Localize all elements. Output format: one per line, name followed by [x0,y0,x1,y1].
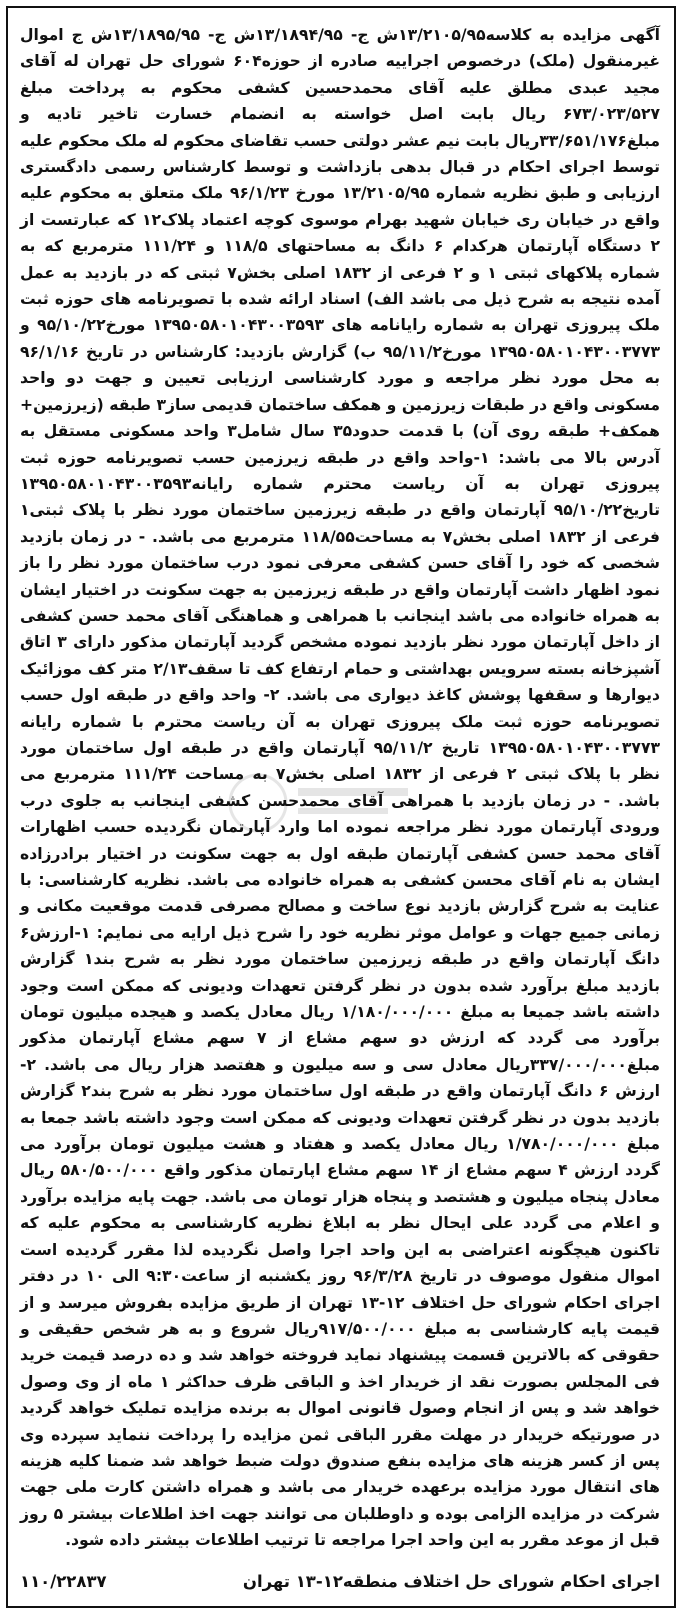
notice-line: نتیجه به شرح ذیل می باشد الف) اسناد ارائه شده با تصویرنامه های حوزه ثبت ملک [20,290,661,335]
notice-footer [20,1568,660,1594]
notice-line: پیروزی تهران به شماره رایانامه های ۱۳۹۵۰۵۸۰۱۰۴۳۰۰۳۵۹۳ مورخ۹۵/۱۰/۲۲ و [20,316,621,335]
notice-line: روز قبل از موعد مقرر به این واحد اجرا مراجعه تا ترتیب اطلاعات بیشتر داده شود. [20,1504,660,1550]
notice-line: سهم مشاع آپارتمان مذکور مبلغ۳۳۷/۰۰۰/۰۰۰ریال معادل سی و سه میلیون و [20,1029,660,1074]
notice-line: ۹۵/۱۱/۲ آپارتمان واقع در طبقه اول ساختمان مورد نظر با پلاک ثبتی ۲ فرعی از [20,738,660,784]
notice-line: به آن ریاست محترم شماره رایانه۱۳۹۵۰۵۸۰۱۰۴۳۰۰۳۵۹۳ تاریخ۹۵/۱۰/۲۲ [20,474,660,520]
notice-line: بازدید نموده مشخص گردید آپارتمان مذکور دارای ۳ اتاق آشپزخانه بسته سرویس [20,633,661,678]
notice-line: پرداخت مبلغ ۶۷۳/۰۲۳/۵۲۷ ریال بابت اصل خواسته به انضمام خسارت تاخیر تادیه [20,78,660,124]
notice-line: و مبلغ۳۳/۶۵۱/۱۷۶ریال بابت نیم عشر دولتی حسب تقاضای محکوم له ملک محکوم [20,105,660,150]
notice-line: واقع در طبقه زیرزمین به جهت سکونت در اختیار ایشان به همراه خانواده می باشد [20,580,660,625]
notice-line: کارشناسی به محکوم علیه که تاکنون هیچگونه اعتراضی به این واحد اجرا واصل [20,1214,661,1259]
notice-line: آپارتمان واقع در طبقه زیرزمین ساختمان مورد نظر با پلاک ثبتی۱ فرعی از ۱۸۳۲ اصلی [20,501,661,546]
notice-line: همراهی آقای محمدحسن کشفی اینجانب به جلوی درب ورودی آپارتمان مورد نظر مراجعه [20,791,660,837]
notice-code: ۱۱۰/۲۲۸۳۷ [20,1571,107,1591]
notice-body [20,22,660,1554]
notice-line: هفتصد هزار ریال می باشد. ۲-ارزش ۶ دانگ آپارتمان واقع در طبقه اول ساختمان [20,1055,661,1101]
notice-line: شرح ذیل ارایه می نمایم: ۱-ارزش۶ دانگ آپارتمان واقع در طبقه زیرزمین ساختمان [20,923,661,969]
notice-line: آقای حسن کشفی معرفی نمود درب ساختمان مورد نظر را باز نمود اظهار داشت آپارتمان [20,554,660,599]
notice-line: ۱۸۳۲ اصلی بخش۷ به مساحت ۱۱۱/۲۴ مترمربع می باشد. - در زمان بازدید با [20,765,660,810]
notice-line: مورد نظر به شرح بند۱ گزارش بازدید مبلغ برآورد شده بدون در نظر گرفتن تعهدات [20,950,660,995]
notice-signature: اجرای احکام شورای حل اختلاف منطقه۱۲-۱۳ تهران [242,1571,660,1591]
notice-line: معادل یکصد و هیجده میلیون تومان برآورد می گردد که ارزش دو سهم مشاع از ۷ [20,1003,660,1048]
notice-line: واقع در خیابان ری خیابان شهید بهرام موسوی کوچه اعتماد پلاک۱۲ که عبارتست از ۲ [20,210,660,256]
notice-line: است وجود داشته باشد جمعا به مبلغ ۱/۷۸۰/۰۰۰/۰۰۰ ریال معادل یکصد و هفتاد [20,1108,660,1154]
notice-line: نموده اما وارد آپارتمان نگردیده حسب اظهارات آقای محمد حسن کشفی آپارتمان طبقه [20,818,660,863]
notice-line: بخش۷ به مساحت۱۱۸/۵۵ مترمربع می باشد. - در زمان بازدید شخصی که خود را [20,527,660,573]
notice-line: کاغذ دیواری می باشد. ۲- واحد واقع در طبقه اول حسب تصویرنامه حوزه ثبت ملک [20,686,660,731]
notice-line: از ساعت۹:۳۰ الی ۱۰ در دفتر اجرای احکام شورای حل اختلاف ۱۲-۱۳ تهران از طریق [20,1267,660,1312]
notice-line: دستگاه آپارتمان هرکدام ۶ دانگ به مساحتهای ۱۱۸/۵ و ۱۱۱/۲۴ مترمربع که به [20,237,642,256]
notice-line: اول به جهت سکونت در اختیار برادرزاده ایشان به نام آقای محسن کشفی به همراه [20,844,661,889]
notice-line: و به هر شخص حقیقی و حقوقی که بالاترین قسمت پیشنهاد نماید فروخته خواهد شد و [20,1319,661,1365]
notice-line: ۹۶/۱/۱۶ به محل مورد نظر مراجعه و مورد کارشناسی ارزیابی تعیین و جهت دو واحد [20,342,660,388]
notice-line: ۱۳/۱۸۹۵/۹۵ش ج اموال غیرمنقول (ملک) درخصوص اجراییه صادره از حوزه۶۰۴ [20,26,660,71]
notice-line: ماه از وی وصول خواهد شد و پس از انجام وصول قانونی اموال به برنده مزایده تملیک [20,1372,660,1418]
notice-line: ده درصد قیمت خرید فی المجلس بصورت نقد از خریدار اخذ و الباقی ظرف حداکثر ۱ [20,1346,660,1391]
notice-line: نگردیده لذا مقرر گردیده است اموال منقول موصوف در تاریخ ۹۶/۳/۲۸ روز یکشنبه [20,1240,660,1286]
notice-line: مورد نظر به شرح بند۲ گزارش بازدید بدون در نظر گرفتن تعهدات ودیونی که ممکن [20,1082,661,1127]
notice-line: آگهی مزایده به کلاسه۱۳/۲۱۰۵/۹۵ش ج- ۱۳/۱۸۹۴/۹۵ش ج- [208,26,660,44]
notice-line: پیروزی تهران به آن ریاست محترم با شماره رایانه ۱۳۹۵۰۵۸۰۱۰۴۳۰۰۳۷۷۳ تاریخ [20,712,660,757]
notice-line: بالا می باشد: ۱-واحد واقع در طبقه زیرزمین حسب تصویرنامه حوزه ثبت پیروزی تهران [20,448,661,493]
notice-line: می باشد. جهت پایه مزایده برآورد و اعلام می گردد علی ایحال نظر به ابلاغ نظریه [20,1187,661,1233]
notice-line: مذکور واقع ۵۸۰/۵۰۰/۰۰۰ ریال معادل پنجاه میلیون و هشتصد و پنجاه هزار تومان [20,1161,660,1206]
notice-line: ودیونی که ممکن است وجود داشته باشد جمیعا به مبلغ ۱/۱۸۰/۰۰۰/۰۰۰ ریال [20,976,660,1022]
notice-line: خانواده می باشد. نظریه کارشناسی: با عنایت به شرح گزارش بازدید نوع ساخت و [20,871,660,916]
notice-line: شورای حل تهران له آقای مجید عبدی مطلق علیه آقای محمدحسین کشفی محکوم به [20,52,660,97]
notice-line: مسکونی واقع در طبقات زیرزمین و همکف ساختمان قدیمی ساز۳ طبقه (زیرزمین+ [20,395,660,414]
notice-line: مصالح مصرفی قدمت موقعیت مکانی و زمانی جمیع جهات و عوامل موثر نظریه خود را [20,897,660,942]
notice-line: شماره پلاکهای ثبتی ۱ و ۲ فرعی از ۱۸۳۲ اصلی بخش۷ ثبتی که در بازدید به عمل آمده [20,263,660,309]
notice-line: کلیه هزینه های انتقال مورد مزایده برعهده خریدار می باشد و همراه داشتن کارت ملی [20,1451,660,1497]
notice-line: بهداشتی و حمام ارتفاع کف تا سقف۲/۱۳ متر کف موزائیک دیوارها و سقفها پوشش [20,659,660,705]
notice-line: جهت شرکت در مزایده الزامی بوده و داوطلبان می توانند جهت اخذ اطلاعات بیشتر ۵ [20,1478,660,1523]
notice-line: همکف+ طبقه روی آن) با قدمت حدود۳۵ سال شامل۳ واحد مسکونی مستقل به آدرس [20,422,661,467]
notice-line: خواهد گردید در صورتیکه خریدار در مهلت مقرر الباقی ثمن مزایده را پرداخت ننماید [20,1399,660,1444]
notice-line: اینجانب با همراهی و هماهنگی آقای محمد حسن کشفی از داخل آپارتمان مورد نظر [20,606,660,652]
auction-notice [6,6,676,1608]
notice-line: و هشت میلیون تومان برآورد می گردد ارزش ۴ سهم مشاع از ۱۴ سهم مشاع اپارتمان [20,1135,661,1180]
notice-line: علیه توسط اجرای احکام در قبال بدهی بازداشت و توسط کارشناس رسمی دادگستری [20,131,660,177]
notice-line: مزایده بفروش میرسد و از قیمت پایه کارشناسی به مبلغ ۹۱۷/۵۰۰/۰۰۰ریال شروع [20,1293,661,1338]
notice-line: سپرده وی پس از کسر هزینه های مزایده بنفع صندوق دولت ضبط خواهد شد ضمنا [20,1425,660,1470]
notice-line: ۱۳۹۵۰۵۸۰۱۰۴۳۰۰۳۷۷۳ مورخ۹۵/۱۱/۲ ب) گزارش بازدید: کارشناس در تاریخ [86,342,660,361]
notice-line: ارزیابی و طبق نظریه شماره ۱۳/۲۱۰۵/۹۵ مورخ ۹۶/۱/۲۳ ملک متعلق به محکوم علیه [20,184,660,203]
